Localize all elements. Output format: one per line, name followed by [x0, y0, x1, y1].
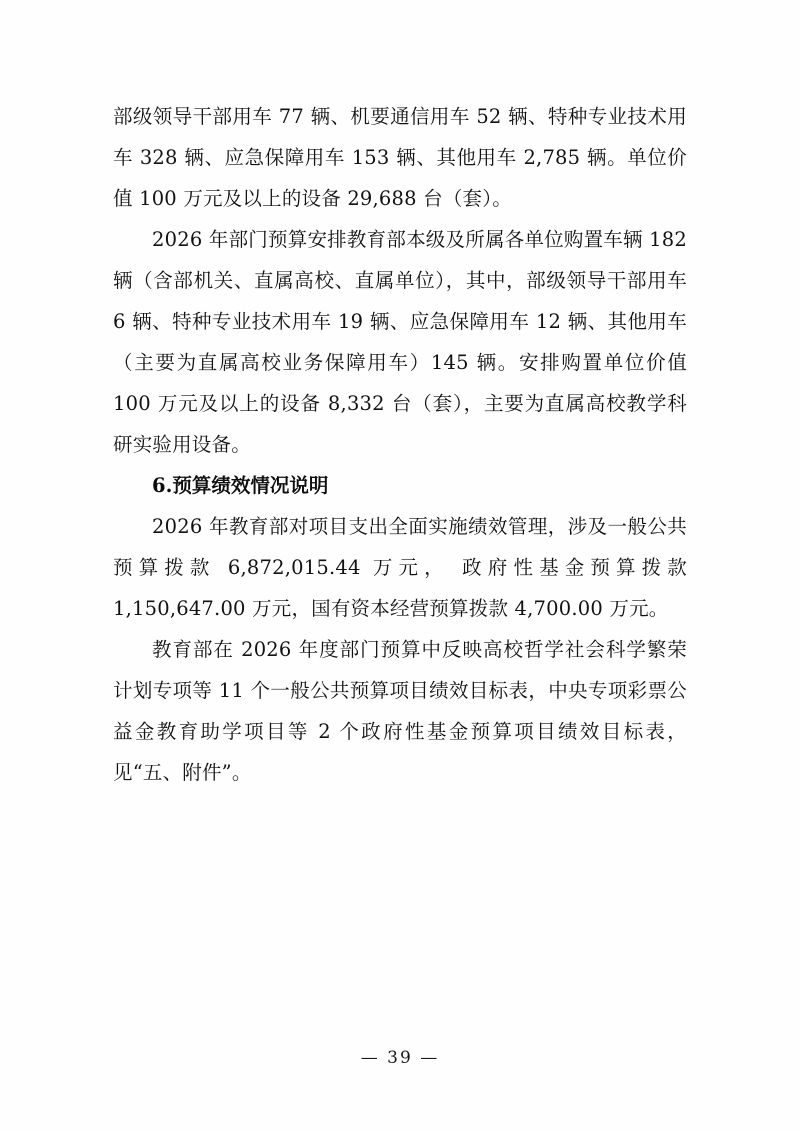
page-footer [0, 1048, 800, 1068]
heading-performance [113, 465, 687, 506]
paragraph-vehicles-2026: 2026 年部门预算安排教育部本级及所属各单位购置车辆 182 辆（含部机关、直属高校、直属单位），其中，部级领导干部用车 6 辆、特种专业技术用车 19 辆、应急保障用车 12 辆、其他用车（主要为直属高校业务保障用车）145 辆。安排购置单位价值 100 万元及以上的设备 8,332 台（套），主要为直属高校教学科研实验用设备。 [113, 228, 687, 456]
document-body [113, 96, 687, 793]
page-number: — 39 — [360, 1048, 440, 1068]
paragraph-performance-amounts: 2026 年教育部对项目支出全面实施绩效管理，涉及一般公共预算拨款 6,872,015.44 万元， 政府性基金预算拨款 1,150,647.00 万元，国有资本经营预算拨款 4,700.00 万元。 [113, 515, 687, 620]
heading-text: 预算绩效情况说明 [172, 474, 329, 497]
heading-number: 6. [152, 474, 173, 497]
paragraph-performance-tables: 教育部在 2026 年度部门预算中反映高校哲学社会科学繁荣计划专项等 11 个一般公共预算项目绩效目标表，中央专项彩票公益金教育助学项目等 2 个政府性基金预算项目绩效目标表，见“五、附件”。 [113, 638, 687, 784]
paragraph-vehicles-current: 部级领导干部用车 77 辆、机要通信用车 52 辆、特种专业技术用车 328 辆、应急保障用车 153 辆、其他用车 2,785 辆。单位价值 100 万元及以上的设备 29,688 台（套）。 [113, 105, 687, 210]
